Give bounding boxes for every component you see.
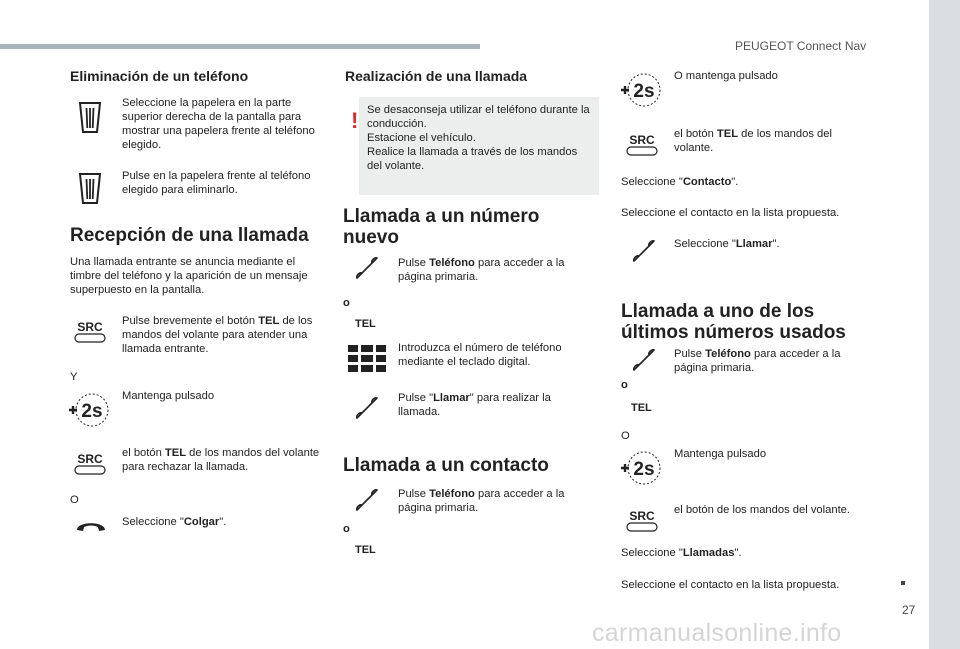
header-rule [0, 44, 480, 49]
c3-sel-lista: Seleccione el contacto en la lista propuesta. [621, 207, 840, 219]
phone-handset-icon [352, 393, 382, 423]
keypad-icon [348, 345, 386, 373]
o-label: O [70, 494, 79, 506]
page-side-tab [929, 0, 960, 649]
heading-ultimos: Llamada a uno de los últimos números usados [621, 301, 846, 343]
heading-contacto: Llamada a un contacto [343, 455, 549, 476]
c3-sel-llamadas: Seleccione "Llamadas". [621, 547, 742, 559]
c3-sel-lista-2: Seleccione el contacto en la lista propuesta. [621, 579, 840, 591]
trash-icon [76, 170, 104, 206]
c3-sel-contacto: Seleccione "Contacto". [621, 176, 739, 188]
elim-text-2: Pulse en la papelera frente al teléfono elegido para eliminarlo. [122, 170, 311, 196]
header-brand: PEUGEOT Connect Nav [735, 39, 867, 53]
src-label: SRC [629, 509, 655, 523]
phone-handset-icon [352, 253, 382, 283]
numero-text-2: Introduzca el número de teléfono mediante el teclado digital. [398, 342, 562, 368]
c3-o-label: O [621, 430, 630, 442]
warning-icon: ! [351, 108, 359, 133]
phone-handset-icon [629, 345, 659, 375]
colgar-text: Seleccione "Colgar". [122, 516, 227, 528]
src-button-icon [70, 448, 110, 480]
two-s-label: 2s [81, 401, 103, 422]
src-label: SRC [629, 133, 655, 147]
mantenga-text: Mantenga pulsado [122, 390, 215, 402]
c3-mantenga-2: Mantenga pulsado [674, 448, 767, 460]
src-button-icon [70, 316, 110, 348]
hold-2s-icon [618, 450, 664, 486]
src-button-icon [622, 505, 662, 537]
two-s-label: 2s [633, 81, 655, 102]
src-label: SRC [77, 320, 103, 334]
heading-recepcion: Recepción de una llamada [70, 225, 309, 246]
two-s-label: 2s [633, 459, 655, 480]
tel-label: TEL [355, 318, 376, 330]
hang-up-icon [74, 515, 108, 537]
y-label: Y [70, 371, 78, 383]
recep-text-3: el botón TEL de los mandos del volante para rechazar la llamada. [122, 447, 320, 473]
o-small: o [343, 523, 350, 535]
c3-text-2: el botón TEL de los mandos del volante. [674, 128, 832, 154]
o-small: o [621, 379, 628, 391]
tel-label: TEL [631, 402, 652, 414]
contacto-text-1: Pulse Teléfono para acceder a la página primaria. [398, 488, 565, 514]
numero-text-1: Pulse Teléfono para acceder a la página primaria. [398, 257, 565, 283]
recep-text-1: Pulse brevemente el botón TEL de los mandos del volante para atender una llamada entrante. [122, 315, 313, 355]
heading-numero: Llamada a un número nuevo [343, 206, 540, 248]
page-marker [901, 581, 905, 585]
src-label: SRC [77, 452, 103, 466]
warning-text: Se desaconseja utilizar el teléfono durante la conducción. Estacione el vehículo. Realice la llamada a través de los mandos del volante. [367, 104, 590, 172]
c3-ultimos-text-3: el botón de los mandos del volante. [674, 504, 851, 516]
watermark: carmanualsonline.info [592, 619, 842, 647]
trash-icon [76, 99, 104, 135]
heading-realizacion: Realización de una llamada [345, 68, 528, 84]
elim-text-1: Seleccione la papelera en la parte superior derecha de la pantalla para mostrar una papelera frente al teléfono elegido. [122, 97, 315, 151]
phone-handset-icon [629, 236, 659, 266]
hold-2s-icon [66, 392, 112, 428]
recep-intro: Una llamada entrante se anuncia mediante el timbre del teléfono y la aparición de un mensaje superpuesto en la pantalla. [70, 256, 308, 296]
heading-eliminacion: Eliminación de un teléfono [70, 68, 249, 84]
phone-handset-icon [352, 485, 382, 515]
page-number: 27 [902, 603, 916, 617]
hold-2s-icon [618, 72, 664, 108]
o-small: o [343, 297, 350, 309]
c3-sel-llamar: Seleccione "Llamar". [674, 238, 780, 250]
numero-text-3: Pulse "Llamar" para realizar la llamada. [398, 392, 551, 418]
src-button-icon [622, 129, 662, 161]
tel-label: TEL [355, 544, 376, 556]
c3-ultimos-text-1: Pulse Teléfono para acceder a la página primaria. [674, 348, 841, 374]
c3-mantenga: O mantenga pulsado [674, 70, 778, 82]
